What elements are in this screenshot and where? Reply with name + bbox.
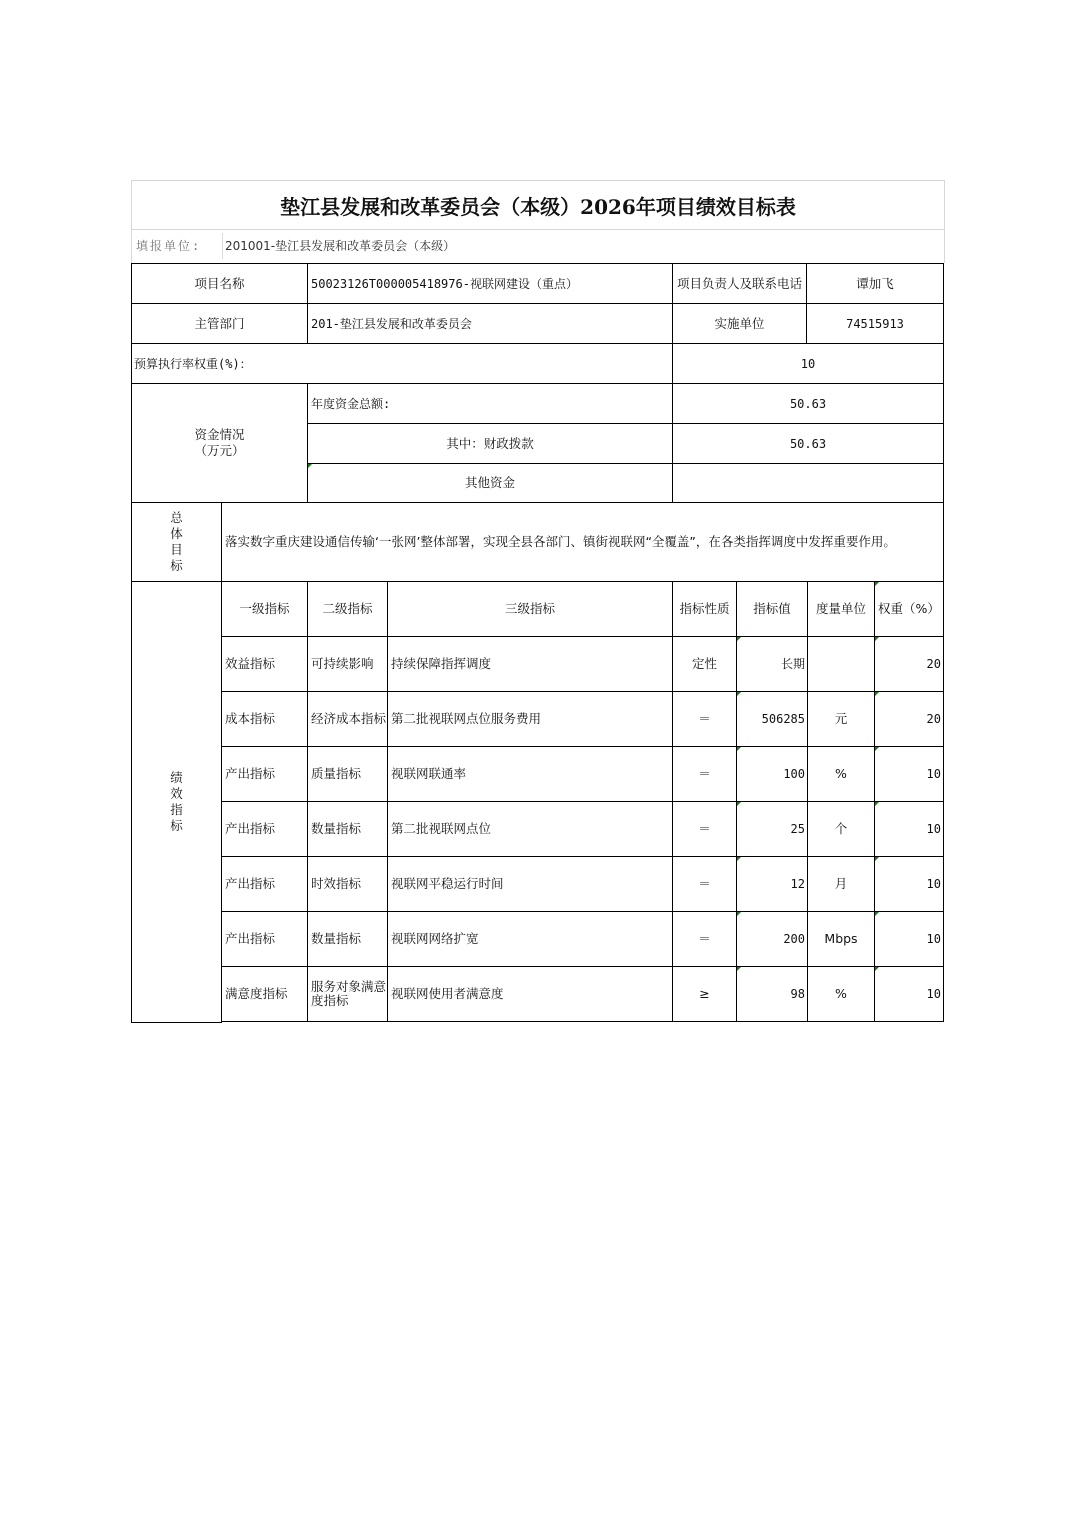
row-level3: 持续保障指挥调度 <box>387 636 673 692</box>
row-level2: 服务对象满意度指标 <box>307 966 388 1022</box>
row-unit: 个 <box>807 801 875 857</box>
row-value: 200 <box>736 911 808 967</box>
row-level2: 数量指标 <box>307 801 388 857</box>
row-unit: Mbps <box>807 911 875 967</box>
row-nature: ＝ <box>672 801 737 857</box>
row-level3: 视联网使用者满意度 <box>387 966 673 1022</box>
row-level1: 产出指标 <box>221 911 308 967</box>
header-weight: 权重（%） <box>874 581 944 637</box>
funds-label-cell <box>131 383 308 503</box>
project-contact-value: 谭加飞 <box>806 263 944 304</box>
performance-goal-sheet <box>131 180 944 1023</box>
reporting-unit-value: 201001-垫江县发展和改革委员会（本级） <box>225 239 456 253</box>
row-weight: 20 <box>874 691 944 747</box>
project-name-label: 项目名称 <box>131 263 308 304</box>
row-level3: 视联网平稳运行时间 <box>387 856 673 912</box>
row-level1: 效益指标 <box>221 636 308 692</box>
project-contact-label: 项目负责人及联系电话 <box>672 263 807 304</box>
reporting-unit-label: 填报单位: <box>136 239 202 253</box>
row-unit: 月 <box>807 856 875 912</box>
row-weight: 10 <box>874 911 944 967</box>
row-level1: 产出指标 <box>221 856 308 912</box>
funds-total-label: 年度资金总额: <box>307 383 673 424</box>
reporting-unit-row <box>131 229 945 263</box>
row-value: 25 <box>736 801 808 857</box>
header-nature: 指标性质 <box>672 581 737 637</box>
row-value: 98 <box>736 966 808 1022</box>
row-nature: 定性 <box>672 636 737 692</box>
header-value: 指标值 <box>736 581 808 637</box>
row-value: 12 <box>736 856 808 912</box>
row-level2: 时效指标 <box>307 856 388 912</box>
row-weight: 10 <box>874 856 944 912</box>
row-level1: 满意度指标 <box>221 966 308 1022</box>
row-level3: 第二批视联网点位 <box>387 801 673 857</box>
row-nature: ＝ <box>672 856 737 912</box>
funds-fiscal-value: 50.63 <box>672 423 944 464</box>
budget-weight-label: 预算执行率权重(%)： <box>131 343 673 384</box>
header-unit: 度量单位 <box>807 581 875 637</box>
dept-label: 主管部门 <box>131 303 308 344</box>
row-level2: 数量指标 <box>307 911 388 967</box>
row-unit <box>807 636 875 692</box>
row-level1: 成本指标 <box>221 691 308 747</box>
row-level2: 经济成本指标 <box>307 691 388 747</box>
funds-total-value: 50.63 <box>672 383 944 424</box>
row-level1: 产出指标 <box>221 801 308 857</box>
row-weight: 10 <box>874 801 944 857</box>
row-nature: ＝ <box>672 911 737 967</box>
row-value: 506285 <box>736 691 808 747</box>
budget-weight-value: 10 <box>672 343 944 384</box>
row-value: 长期 <box>736 636 808 692</box>
funds-fiscal-label: 其中：财政拨款 <box>307 423 673 464</box>
funds-unit: （万元） <box>194 443 245 458</box>
document-title: 垫江县发展和改革委员会（本级）2026年项目绩效目标表 <box>131 180 945 230</box>
row-level3: 视联网联通率 <box>387 746 673 802</box>
header-level2: 二级指标 <box>307 581 388 637</box>
row-nature: ＝ <box>672 746 737 802</box>
row-weight: 10 <box>874 966 944 1022</box>
funds-label: 资金情况 <box>194 427 245 442</box>
overall-goal-text: 落实数字重庆建设通信传输‘一张网’整体部署，实现全县各部门、镇街视联网“全覆盖”，在各类指挥调度中发挥重要作用。 <box>221 502 944 582</box>
funds-other-value <box>672 463 944 503</box>
project-name-value: 50023126T000005418976-视联网建设（重点） <box>307 263 673 304</box>
row-weight: 10 <box>874 746 944 802</box>
row-level3: 第二批视联网点位服务费用 <box>387 691 673 747</box>
row-unit: % <box>807 746 875 802</box>
impl-unit-label: 实施单位 <box>672 303 807 344</box>
row-unit: 元 <box>807 691 875 747</box>
row-level1: 产出指标 <box>221 746 308 802</box>
funds-other-label: 其他资金 <box>307 463 673 503</box>
row-value: 100 <box>736 746 808 802</box>
row-level2: 质量指标 <box>307 746 388 802</box>
row-unit: % <box>807 966 875 1022</box>
row-nature: ≥ <box>672 966 737 1022</box>
impl-unit-value: 74515913 <box>806 303 944 344</box>
reporting-unit-divider <box>222 233 223 259</box>
row-level2: 可持续影响 <box>307 636 388 692</box>
row-weight: 20 <box>874 636 944 692</box>
header-level1: 一级指标 <box>221 581 308 637</box>
indicators-label: 绩 效 指 标 <box>131 581 222 1023</box>
overall-goal-label: 总 体 目 标 <box>131 502 222 582</box>
row-level3: 视联网网络扩宽 <box>387 911 673 967</box>
row-nature: ＝ <box>672 691 737 747</box>
header-level3: 三级指标 <box>387 581 673 637</box>
dept-value: 201-垫江县发展和改革委员会 <box>307 303 673 344</box>
